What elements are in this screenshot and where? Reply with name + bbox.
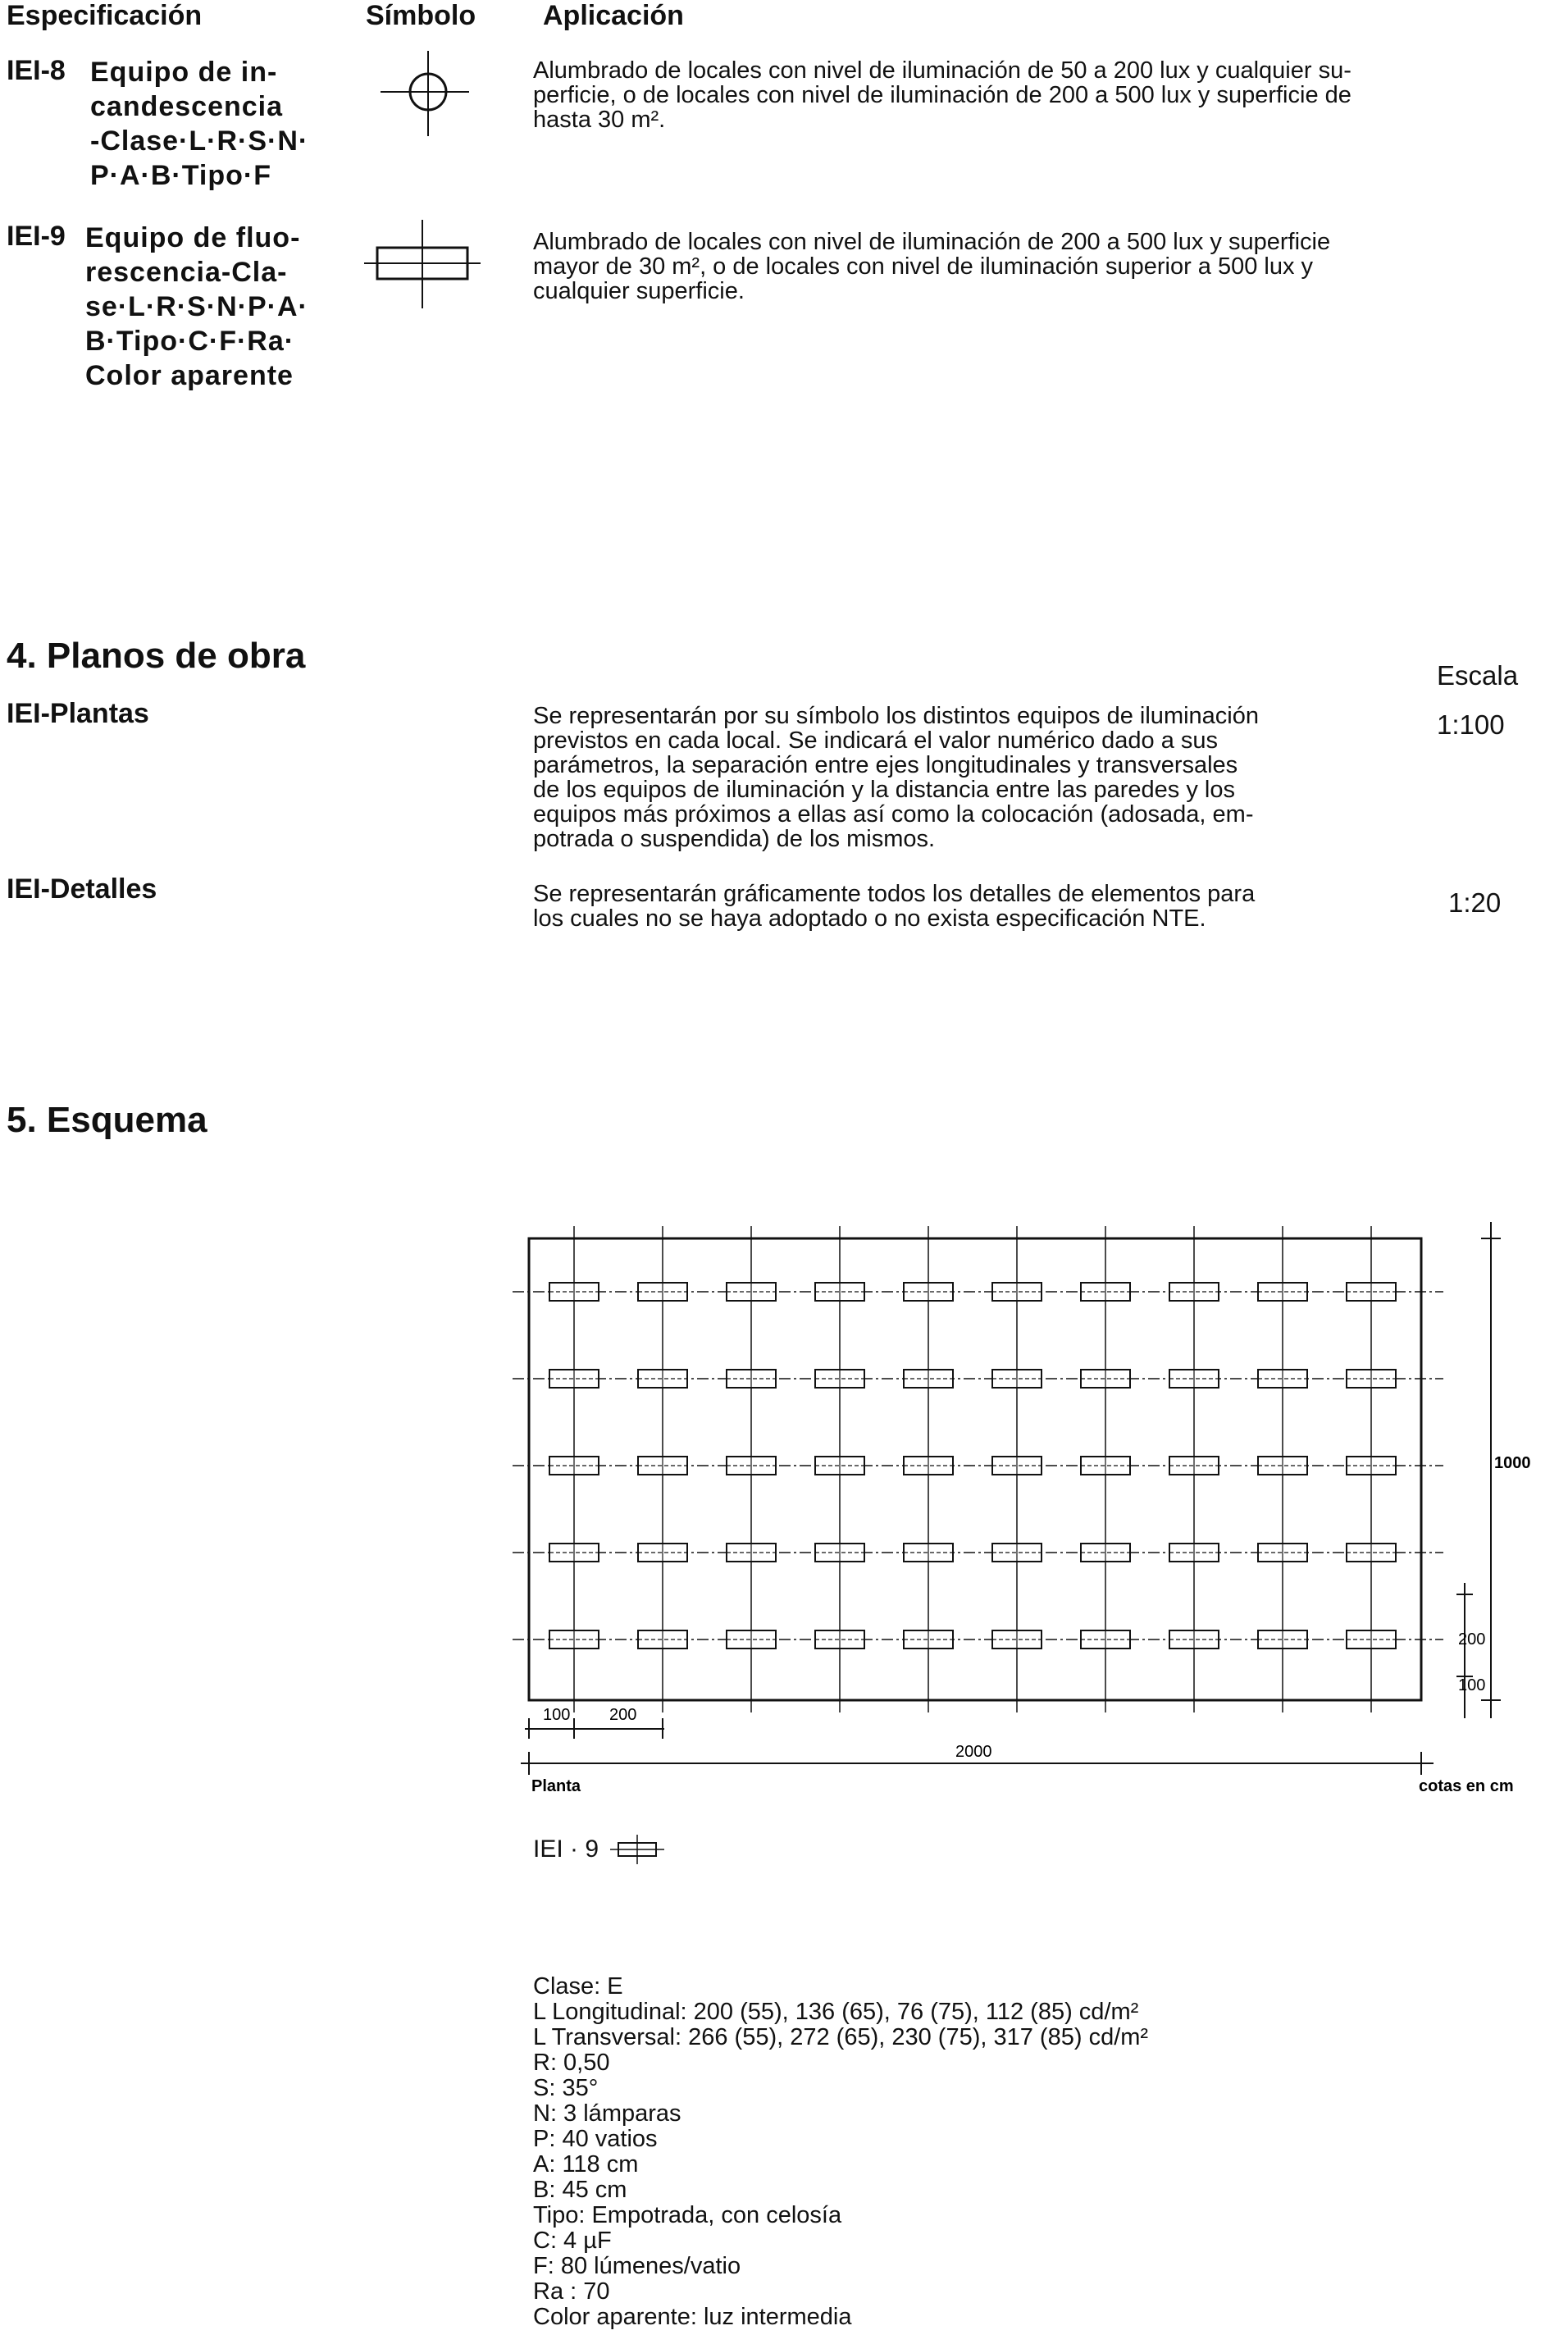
legend-line: Color aparente: luz intermedia	[533, 2304, 852, 2330]
section5-title: 5. Esquema	[7, 1100, 207, 1140]
legend-line: C: 4 µF	[533, 2228, 612, 2254]
spec-line: Equipo de fluo-	[85, 222, 301, 253]
text-line: Se representarán gráficamente todos los detalles de elementos para	[533, 881, 1256, 907]
row-application-iei8	[533, 58, 1351, 132]
scale-value-plantas: 1:100	[1437, 709, 1505, 740]
dim-label-v-spacing: 200	[1458, 1630, 1486, 1649]
dim-label-edge: 100	[543, 1706, 571, 1724]
text-line: Se representarán por su símbolo los distintos equipos de iluminación	[533, 703, 1259, 729]
text-line: los cuales no se haya adoptado o no exista especificación NTE.	[533, 905, 1206, 932]
legend-title-row	[533, 1833, 666, 1866]
text-line: parámetros, la separación entre ejes longitudinales y transversales	[533, 752, 1238, 778]
dim-label-v-edge: 100	[1458, 1676, 1486, 1694]
plan-label: Planta	[531, 1777, 581, 1795]
application-line: Alumbrado de locales con nivel de iluminación de 200 a 500 lux y superficie	[533, 229, 1331, 255]
header-application: Aplicación	[543, 0, 684, 31]
legend-line: N: 3 lámparas	[533, 2100, 681, 2127]
dim-label-total-height: 1000	[1494, 1454, 1531, 1472]
header-spec: Especificación	[7, 0, 203, 31]
section4-title: 4. Planos de obra	[7, 636, 306, 676]
legend-parameters	[533, 1974, 1148, 2330]
legend-line: B: 45 cm	[533, 2177, 627, 2203]
plan-item-title-detalles: IEI-Detalles	[7, 873, 157, 905]
spec-line: Color aparente	[85, 360, 294, 391]
row-application-iei9	[533, 230, 1330, 303]
text-line: equipos más próximos a ellas así como la colocación (adosada, em-	[533, 801, 1254, 828]
spec-line: -Clase·L·R·S·N·	[90, 125, 309, 157]
spec-line: Equipo de in-	[90, 57, 278, 88]
spec-line: candescencia	[90, 91, 284, 122]
plan-item-text-plantas	[533, 704, 1259, 851]
legend-line: R: 0,50	[533, 2050, 610, 2076]
legend-line: P: 40 vatios	[533, 2126, 658, 2152]
application-line: hasta 30 m².	[533, 107, 666, 133]
legend-line: L Longitudinal: 200 (55), 136 (65), 76 (75), 112 (85) cd/m²	[533, 1999, 1139, 2025]
row-code-iei8: IEI-8	[7, 55, 66, 86]
legend-line: L Transversal: 266 (55), 272 (65), 230 (75), 317 (85) cd/m²	[533, 2024, 1149, 2050]
scale-header: Escala	[1437, 660, 1519, 691]
application-line: Alumbrado de locales con nivel de iluminación de 50 a 200 lux y cualquier su-	[533, 57, 1351, 84]
fluorescent-luminaire-symbol-icon	[609, 1833, 666, 1866]
spec-line: rescencia-Cla-	[85, 257, 288, 288]
legend-line: A: 118 cm	[533, 2151, 639, 2178]
legend-line: S: 35°	[533, 2075, 599, 2101]
spec-line: se·L·R·S·N·P·A·	[85, 291, 308, 322]
legend-line: F: 80 lúmenes/vatio	[533, 2253, 741, 2279]
floor-plan-diagram	[492, 1206, 1531, 1796]
text-line: de los equipos de iluminación y la distancia entre las paredes y los	[533, 777, 1235, 803]
incandescent-luminaire-symbol-icon	[377, 48, 476, 139]
row-spec-iei8	[90, 55, 308, 193]
application-line: cualquier superficie.	[533, 278, 745, 304]
dim-label-spacing: 200	[609, 1706, 637, 1724]
legend-title: IEI · 9	[533, 1836, 599, 1863]
plan-item-text-detalles	[533, 882, 1255, 931]
text-line: potrada o suspendida) de los mismos.	[533, 826, 936, 852]
legend-line: Ra : 70	[533, 2278, 610, 2305]
application-line: perficie, o de locales con nivel de iluminación de 200 a 500 lux y superficie de	[533, 82, 1351, 108]
scale-value-detalles: 1:20	[1448, 887, 1502, 918]
legend-line: Tipo: Empotrada, con celosía	[533, 2202, 842, 2228]
application-line: mayor de 30 m², o de locales con nivel de iluminación superior a 500 lux y	[533, 253, 1314, 280]
text-line: previstos en cada local. Se indicará el valor numérico dado a sus	[533, 727, 1219, 754]
dim-label-total-width: 2000	[955, 1743, 992, 1761]
legend-line: Clase: E	[533, 1973, 623, 2000]
row-spec-iei9	[85, 221, 308, 393]
spec-line: P·A·B·Tipo·F	[90, 160, 271, 191]
header-symbol: Símbolo	[366, 0, 476, 31]
plan-item-title-plantas: IEI-Plantas	[7, 698, 149, 729]
row-code-iei9: IEI-9	[7, 221, 66, 252]
units-label: cotas en cm	[1419, 1777, 1514, 1795]
spec-line: B·Tipo·C·F·Ra·	[85, 326, 295, 357]
fluorescent-luminaire-symbol-icon	[361, 215, 484, 313]
